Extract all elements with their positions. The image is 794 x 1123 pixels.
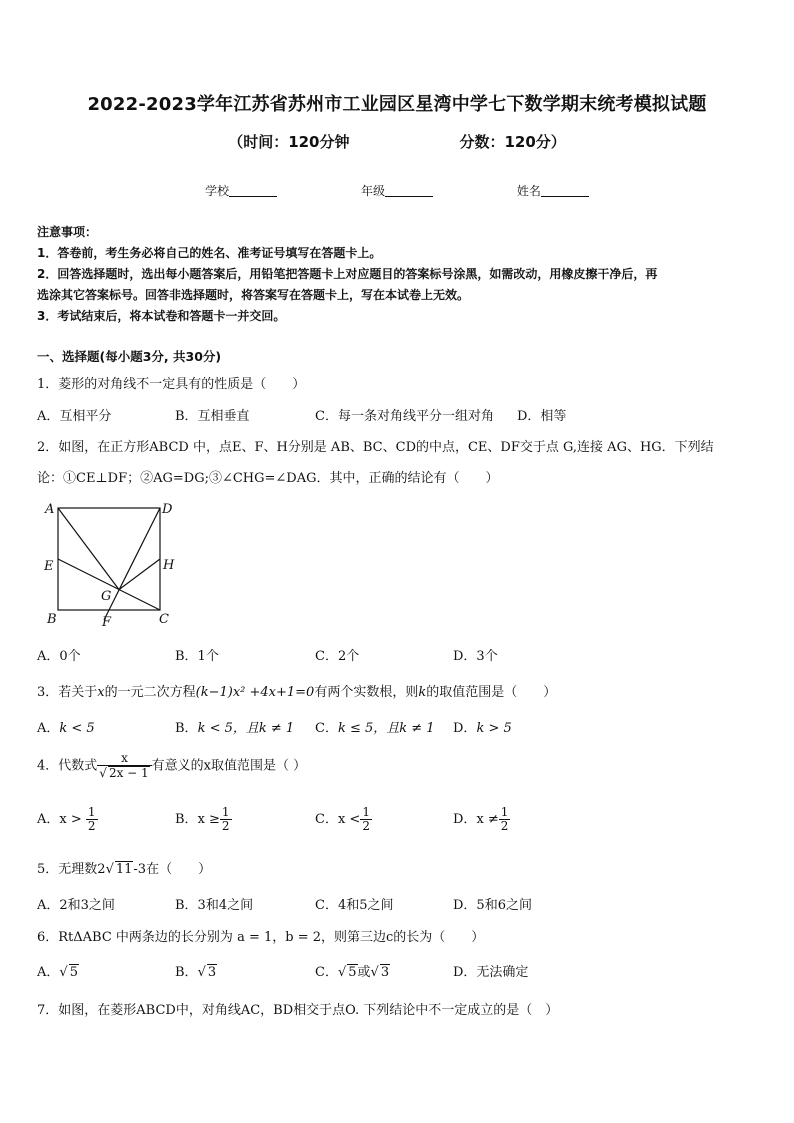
school-label: 学校 bbox=[205, 184, 230, 198]
fraction-denominator: 2 bbox=[87, 819, 96, 833]
note-item: 3．考试结束后，将本试卷和答题卡一并交回。 bbox=[37, 309, 286, 323]
option-d[interactable]: D．3个 bbox=[453, 649, 498, 664]
fraction-denominator: 2 bbox=[500, 819, 509, 833]
option-a[interactable]: A．0个 bbox=[37, 649, 81, 664]
fraction-numerator: x bbox=[97, 752, 151, 766]
option-b[interactable]: B．3和4之间 bbox=[175, 898, 254, 913]
school-blank[interactable] bbox=[229, 184, 277, 197]
option-a[interactable]: A．√ 5 bbox=[37, 965, 78, 980]
q3-text: 3．若关于 bbox=[37, 685, 98, 700]
option-d[interactable]: D．5和6之间 bbox=[453, 898, 532, 913]
q3-text: 有两个实数根，则 bbox=[314, 685, 419, 700]
question-2-stem-line1: 2．如图，在正方形ABCD 中，点E、F、H分别是 AB、BC、CD的中点，CE、DF交于点 G,连接 AG、HG．下列结 bbox=[37, 440, 714, 455]
q3-text: 的取值范围是（ ） bbox=[426, 685, 557, 700]
option-label: A． bbox=[37, 812, 60, 827]
option-relation: x ≥ bbox=[197, 812, 220, 827]
question-3-stem bbox=[37, 681, 762, 700]
student-info bbox=[0, 182, 794, 199]
label-f: F bbox=[102, 615, 112, 630]
question-2-options bbox=[37, 645, 762, 663]
label-h: H bbox=[163, 558, 175, 573]
fraction-numerator: 1 bbox=[221, 805, 230, 819]
option-label: B． bbox=[175, 812, 198, 827]
fraction-denominator: 2 bbox=[221, 819, 230, 833]
option-c[interactable]: C．4和5之间 bbox=[315, 898, 394, 913]
fraction-numerator: 1 bbox=[362, 805, 370, 819]
option-b[interactable]: B．互相垂直 bbox=[175, 409, 250, 424]
option-label: B． bbox=[175, 721, 198, 736]
option-d[interactable]: D．无法确定 bbox=[453, 965, 529, 980]
note-item: 2．回答选择题时，选出每小题答案后，用铅笔把答题卡上对应题目的答案标号涂黑，如需改动，用橡皮擦干净后，再 bbox=[37, 267, 658, 281]
option-c[interactable] bbox=[315, 806, 372, 833]
question-4-options bbox=[37, 806, 762, 842]
segment-df bbox=[109, 508, 160, 610]
option-a[interactable] bbox=[37, 806, 98, 833]
option-label: A． bbox=[37, 965, 60, 980]
question-6-stem: 6．RtΔABC 中两条边的长分别为 a = 1，b = 2，则第三边c的长为（ ） bbox=[37, 930, 485, 945]
option-a[interactable]: A．互相平分 bbox=[37, 409, 112, 424]
name-label: 姓名 bbox=[516, 184, 541, 198]
option-relation: x < bbox=[337, 812, 361, 827]
note-item: 1．答卷前，考生务必将自己的姓名、准考证号填写在答题卡上。 bbox=[37, 246, 382, 260]
label-d: D bbox=[162, 502, 173, 517]
segment-hg bbox=[119, 559, 160, 590]
fraction-numerator: 1 bbox=[87, 805, 96, 819]
q3-equation: (k−1)x² +4x+1=0 bbox=[195, 685, 315, 700]
q5-coefficient: 2 bbox=[97, 862, 106, 877]
exam-title: 2022-2023学年江苏省苏州市工业园区星湾中学七下数学期末统考模拟试题 bbox=[87, 94, 707, 115]
option-value: k > 5 bbox=[476, 721, 512, 736]
q3-var-k: k bbox=[418, 685, 427, 700]
option-b[interactable]: B．√ 3 bbox=[175, 965, 217, 980]
school-field bbox=[205, 182, 277, 199]
option-b[interactable] bbox=[175, 806, 232, 833]
notes-block bbox=[37, 222, 759, 327]
option-c[interactable]: C．2个 bbox=[315, 649, 360, 664]
option-a[interactable] bbox=[37, 717, 95, 736]
grade-blank[interactable] bbox=[385, 184, 433, 197]
option-c[interactable]: C．每一条对角线平分一组对角 bbox=[315, 409, 494, 424]
name-blank[interactable] bbox=[541, 184, 589, 197]
q4-text: 4．代数式 bbox=[37, 758, 98, 774]
fraction-one-half bbox=[86, 806, 98, 833]
note-item: 选涂其它答案标号。回答非选择题时，将答案写在答题卡上，写在本试卷上无效。 bbox=[37, 288, 470, 302]
section-heading: 一、选择题(每小题3分, 共30分) bbox=[37, 349, 222, 364]
option-value: k ≤ 5，且k ≠ 1 bbox=[337, 721, 435, 736]
radicand: 3 bbox=[207, 965, 217, 980]
option-d[interactable] bbox=[453, 806, 510, 833]
fraction-one-half bbox=[499, 806, 511, 833]
option-label: A． bbox=[37, 721, 60, 736]
name-field bbox=[517, 182, 589, 199]
fraction-one-half bbox=[220, 806, 232, 833]
segment-ag bbox=[58, 508, 119, 590]
option-relation: x ≠ bbox=[476, 812, 499, 827]
question-4-stem bbox=[37, 752, 762, 780]
exam-score: 分数：120分） bbox=[459, 133, 566, 151]
radicand: 11 bbox=[115, 862, 133, 877]
grade-field bbox=[361, 182, 433, 199]
fraction-one-half bbox=[360, 806, 372, 833]
label-g: G bbox=[101, 589, 112, 604]
option-b[interactable]: B．1个 bbox=[175, 649, 219, 664]
label-c: C bbox=[159, 612, 169, 627]
fraction-numerator: 1 bbox=[500, 805, 509, 819]
option-label: C． bbox=[315, 721, 338, 736]
question-5-options bbox=[37, 894, 762, 912]
option-c[interactable]: C．√ 5或√ 3 bbox=[315, 965, 390, 980]
option-label: B． bbox=[175, 965, 198, 980]
fraction-denominator: 2 bbox=[362, 819, 370, 833]
q3-var-x: x bbox=[97, 685, 105, 700]
question-6-options bbox=[37, 961, 762, 979]
option-value: k < 5 bbox=[59, 721, 95, 736]
option-label: C． bbox=[315, 812, 338, 827]
radicand: 2x − 1 bbox=[108, 766, 149, 780]
option-relation: x > bbox=[59, 812, 82, 827]
label-b: B bbox=[47, 612, 57, 627]
option-a[interactable]: A．2和3之间 bbox=[37, 898, 115, 913]
q5-text: 5．无理数 bbox=[37, 862, 98, 877]
radicand: 5 bbox=[348, 965, 357, 980]
question-2-stem-line2: 论：①CE⊥DF；②AG=DG;③∠CHG=∠DAG．其中，正确的结论有（ ） bbox=[37, 471, 499, 486]
option-label: D． bbox=[453, 812, 477, 827]
option-label: C． bbox=[315, 965, 338, 980]
label-a: A bbox=[45, 502, 55, 517]
q4-text: 有意义的x取值范围是（ ） bbox=[151, 758, 307, 774]
question-7-stem: 7．如图，在菱形ABCD中，对角线AC，BD相交于点O. 下列结论中不一定成立的是（ ） bbox=[37, 1003, 559, 1018]
question-3-options bbox=[37, 717, 762, 735]
radicand: 5 bbox=[69, 965, 78, 980]
label-e: E bbox=[44, 559, 54, 574]
option-c[interactable] bbox=[315, 717, 435, 736]
option-b[interactable] bbox=[175, 717, 294, 736]
q4-fraction bbox=[97, 752, 151, 780]
exam-time: （时间：120分钟 bbox=[228, 133, 350, 151]
notes-heading: 注意事项： bbox=[37, 225, 98, 239]
option-value: k < 5，且k ≠ 1 bbox=[197, 721, 295, 736]
fraction-denominator: √ 2x − 1 bbox=[99, 766, 149, 780]
grade-label: 年级 bbox=[360, 184, 385, 198]
square-geometry-figure bbox=[37, 497, 187, 632]
q5-text: -3在（ ） bbox=[133, 862, 212, 877]
q3-text: 的一元二次方程 bbox=[104, 685, 196, 700]
option-d[interactable] bbox=[453, 717, 512, 736]
question-1-options bbox=[37, 405, 762, 423]
option-d[interactable]: D．相等 bbox=[517, 409, 567, 424]
exam-subtitle bbox=[0, 131, 794, 152]
question-5-stem: 5．无理数2√ 11-3在（ ） bbox=[37, 862, 212, 877]
question-1-stem: 1．菱形的对角线不一定具有的性质是（ ） bbox=[37, 377, 306, 392]
option-label: D． bbox=[453, 721, 477, 736]
radicand: 3 bbox=[380, 965, 390, 980]
or-text: 或 bbox=[357, 965, 371, 980]
